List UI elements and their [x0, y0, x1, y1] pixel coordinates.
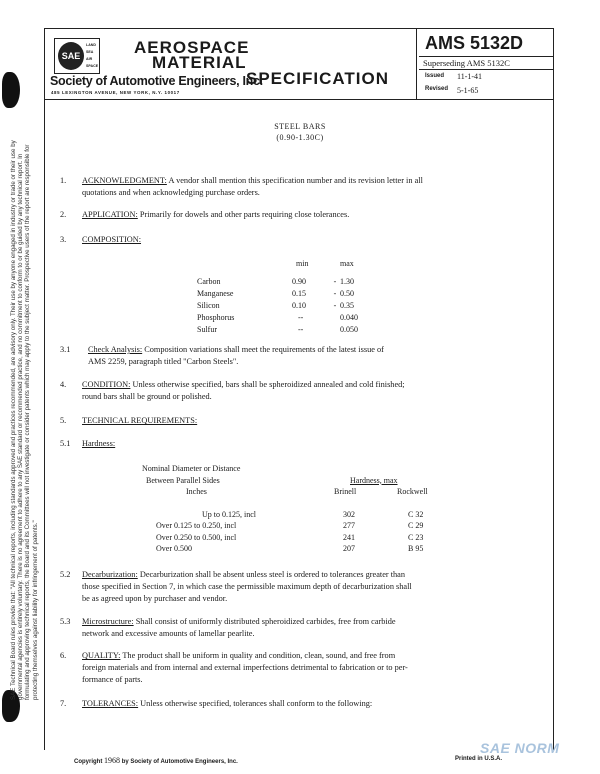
section-1-heading: ACKNOWLEDGMENT:	[82, 176, 167, 185]
section-5-heading: TECHNICAL REQUIREMENTS:	[82, 416, 198, 425]
hardness-header-row	[0, 486, 600, 498]
footer-copyright: Copyright 1968 by Society of Automotive Engineers, Inc.	[74, 756, 238, 765]
header-title-specification: SPECIFICATION	[246, 69, 390, 88]
hardness-table	[0, 463, 600, 555]
sae-logo-words: LAND SEA AIR SPACE	[86, 43, 99, 68]
composition-col-max: max	[340, 259, 354, 268]
hardness-col-brinell: Brinell	[334, 487, 357, 496]
section-1	[82, 175, 552, 187]
doc-title-line1: STEEL BARS	[274, 122, 326, 131]
section-6-number: 6.	[60, 651, 67, 660]
revised-label: Revised	[425, 86, 449, 92]
section-1-text-a: A vendor shall mention this specification number and its revision letter in all	[168, 176, 423, 185]
composition-header-row	[197, 258, 380, 270]
section-5-2-text-a: Decarburization shall be absent unless steel is ordered to tolerances greater than	[139, 570, 405, 579]
punch-hole-top	[2, 72, 20, 108]
hardness-group-header: Hardness, max	[350, 475, 398, 485]
section-6-heading: QUALITY:	[82, 651, 121, 660]
hardness-row: Over 0.250 to 0.500, incl 241 C 23	[156, 532, 424, 542]
section-1-text-b: quotations and when acknowledging purchase orders.	[82, 188, 260, 197]
hardness-header-2: Between Parallel Sides	[146, 475, 220, 485]
section-7-text: Unless otherwise specified, tolerances shall conform to the following:	[140, 699, 373, 708]
hardness-row: Up to 0.125, incl 302 C 32	[202, 509, 424, 519]
composition-row: Phosphorus -- 0.040	[197, 313, 358, 322]
section-7-heading: TOLERANCES:	[82, 699, 139, 708]
section-4-text-a: Unless otherwise specified, bars shall be spheroidized annealed and cold finished;	[132, 380, 405, 389]
spec-number-box	[416, 28, 554, 100]
header-title-material: MATERIAL	[152, 53, 247, 72]
issued-label: Issued	[425, 73, 445, 79]
section-5-1-number: 5.1	[60, 439, 71, 448]
section-4-text-b: round bars shall be ground or polished.	[82, 392, 212, 401]
hardness-row: Over 0.500 207 B 95	[156, 544, 424, 553]
sae-notice-text: SAE Technical Board rules provide that: "All technical reports, including standards approved and practices recommended, are advisory only. Their use by anyone engaged in industry or trade or their use by governmental agencies is entirely voluntary. There is no agreement to adhere to any SAE standard or recommended practice, and no commitment to conform to or be guided by any technical report. In formulating and approving technical reports, the Board and its Committees will not investigate or consider patents which may apply to the subject matter. Prospective users of the report are responsible for protecting themselves against liability for infringement of patents."	[10, 140, 39, 700]
section-4-number: 4.	[60, 380, 67, 389]
issued-date: 11-1-41	[457, 72, 483, 81]
section-7	[82, 698, 552, 710]
section-5-2	[82, 569, 552, 581]
section-4-heading: CONDITION:	[82, 380, 131, 389]
section-6	[82, 650, 552, 662]
superseding-note: Superseding AMS 5132C	[419, 56, 553, 70]
hardness-header-row	[0, 475, 600, 487]
doc-title-line2: (0.90-1.30C)	[276, 133, 324, 142]
section-5-2-text-b: those specified in Section 7, in which case the permissible maximum depth of decarburization shall	[82, 582, 412, 591]
section-3-number: 3.	[60, 235, 67, 244]
section-5-2-heading: Decarburization:	[82, 570, 138, 579]
section-3-1-heading: Check Analysis:	[88, 345, 143, 354]
section-3-1-number: 3.1	[60, 345, 71, 354]
section-3-1-text-a: Composition variations shall meet the requirements of the latest issue of	[144, 345, 384, 354]
sae-logo-mark: SAE	[58, 42, 84, 70]
section-2	[82, 209, 552, 221]
hardness-row: Over 0.125 to 0.250, incl 277 C 29	[156, 521, 424, 530]
society-name: Society of Automotive Engineers, Inc.	[50, 74, 263, 88]
composition-row: Carbon 0.90 - 1.30	[197, 277, 354, 286]
section-2-text: Primarily for dowels and other parts requiring close tolerances.	[139, 210, 350, 219]
section-3-1-text-b: AMS 2259, paragraph titled "Carbon Steels".	[88, 357, 239, 366]
hardness-col-rockwell: Rockwell	[397, 487, 428, 496]
header-title-aerospace: AEROSPACE	[134, 38, 250, 57]
sae-notice-sidebar	[10, 130, 44, 700]
section-6-text-b: foreign materials and from internal and external imperfections detrimental to fabrication or to per-	[82, 663, 408, 672]
spec-number: AMS 5132D	[425, 33, 524, 53]
hardness-header-3: Inches	[186, 487, 207, 496]
section-5-3-number: 5.3	[60, 617, 71, 626]
section-5-3-text-b: network and excessive amounts of lamellar pearlite.	[82, 629, 255, 638]
section-3-heading: COMPOSITION:	[82, 235, 142, 244]
composition-col-min: min	[296, 259, 309, 268]
section-7-number: 7.	[60, 699, 67, 708]
section-5-2-number: 5.2	[60, 570, 71, 579]
sae-norm-watermark: SAE NORM	[480, 740, 560, 756]
hardness-header-1: Nominal Diameter or Distance	[142, 464, 241, 473]
section-2-number: 2.	[60, 210, 67, 219]
composition-table	[197, 258, 380, 336]
section-5-number: 5.	[60, 416, 67, 425]
section-6-text-a: The product shall be uniform in quality and condition, clean, sound, and free from	[122, 651, 396, 660]
section-5-3	[82, 616, 552, 628]
society-address: 485 LEXINGTON AVENUE, NEW YORK, N.Y. 10017	[51, 90, 180, 95]
section-5-3-heading: Microstructure:	[82, 617, 134, 626]
composition-row: Manganese 0.15 - 0.50	[197, 289, 354, 298]
hardness-header-row	[0, 463, 600, 475]
document-header	[44, 28, 554, 100]
composition-row: Sulfur -- 0.050	[197, 325, 358, 334]
revised-date: 5-1-65	[457, 86, 479, 95]
section-5-2-text-c: be as agreed upon by purchaser and vendor.	[82, 594, 228, 603]
section-6-text-c: formance of parts.	[82, 675, 143, 684]
section-2-heading: APPLICATION:	[82, 210, 138, 219]
section-3-1	[88, 344, 548, 356]
footer-printed: Printed in U.S.A.	[455, 756, 503, 762]
section-5-1-heading: Hardness:	[82, 439, 116, 448]
section-5-3-text-a: Shall consist of uniformly distributed spheroidized carbides, free from carbide	[135, 617, 396, 626]
sae-logo	[54, 38, 100, 74]
composition-row: Silicon 0.10 - 0.35	[197, 301, 354, 310]
section-4	[82, 379, 552, 391]
section-1-number: 1.	[60, 176, 67, 185]
